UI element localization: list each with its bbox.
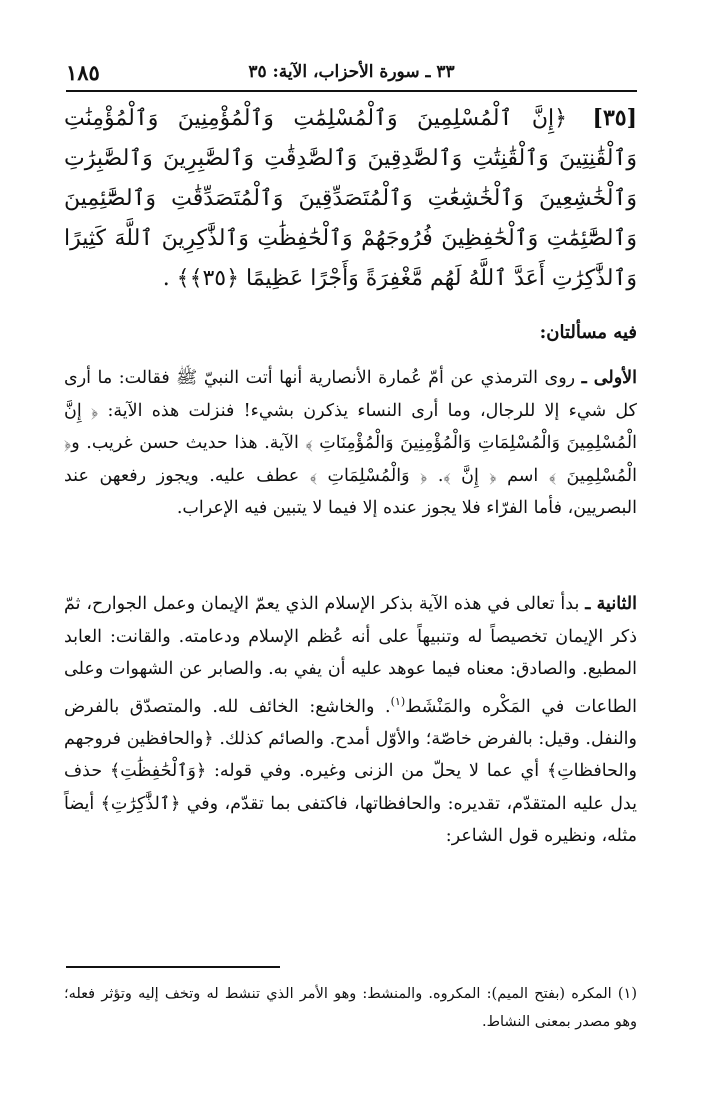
verse-text: ﴿إِنَّ ٱلْمُسْلِمِينَ وَٱلْمُسْلِمَٰتِ وَٱلْمُؤْمِنِينَ وَٱلْمُؤْمِنَٰتِ وَٱلْقَٰنِتِينَ وَٱلْقَٰنِتَٰتِ وَٱلصَّٰدِقِينَ وَٱلصَّٰدِقَٰتِ وَٱلصَّٰبِرِينَ وَٱلصَّٰبِرَٰتِ وَٱلْخَٰشِعِينَ وَٱلْخَٰشِعَٰتِ وَٱلْمُتَصَدِّقِينَ وَٱلْمُتَصَدِّقَٰتِ وَٱلصَّٰٓئِمِينَ وَٱلصَّٰٓئِمَٰتِ وَٱلْحَٰفِظِينَ فُرُوجَهُمْ وَٱلْحَٰفِظَٰتِ وَٱلذَّٰكِرِينَ ٱللَّهَ كَثِيرًا وَٱلذَّٰكِرَٰتِ أَعَدَّ ٱللَّهُ لَهُم مَّغْفِرَةً وَأَجْرًا عَظِيمًا ﴿٣٥﴾﴾ . (64, 106, 637, 291)
second-issue-paragraph (64, 588, 637, 853)
footnote-reference: (١) (390, 694, 406, 708)
page-header (66, 58, 637, 92)
running-title: ٣٣ ـ سورة الأحزاب، الآية: ٣٥ (248, 62, 455, 82)
issues-intro: فيه مسألتان: (539, 322, 637, 343)
first-issue-lead: الأولى ـ (581, 368, 637, 388)
page-number: ١٨٥ (66, 60, 100, 85)
second-issue-text: بدأ تعالى في هذه الآية بذكر الإسلام الذي يعمّ الإيمان وعمل الجوارح، ثمّ ذكر الإيمان تخصيصاً له وتنبيهاً على أنه عُظم الإسلام ودعامته. والقانت: العابد المطيع. والصادق: معناه فيما عوهد عليه أن يفي به. والصابر عن الشهوات وعلى الطاعات في المَكْره والمَنْشَط (64, 594, 637, 717)
quran-verse (64, 98, 637, 299)
first-issue-text: روى الترمذي عن أمّ عُمارة الأنصارية أنها أتت النبيّ ﷺ فقالت: ما أرى كل شيء إلا للرجال، وما أرى النساء يذكرن بشيء! فنزلت هذه الآية: ﴿ إِنَّ الْمُسْلِمِينَ وَالْمُسْلِمَاتِ وَالْمُؤْمِنِينَ وَالْمُؤْمِنَاتِ ﴾ الآية. هذا حديث حسن غريب. و﴿ الْمُسْلِمِينَ ﴾ اسم ﴿ إِنَّ ﴾. ﴿ وَالْمُسْلِمَاتِ ﴾ عطف عليه. ويجوز رفعهن عند البصريين، فأما الفرّاء فلا يجوز عنده إلا فيما لا يتبين فيه الإعراب. (64, 368, 637, 518)
footnote: (١) المكره (بفتح الميم): المكروه. والمنشط: وهو الأمر الذي تنشط له وتخف إليه وتؤثر فعله؛ وهو مصدر بمعنى النشاط. (64, 986, 637, 1030)
second-issue-lead: الثانية ـ (585, 594, 638, 614)
footnote-divider (66, 966, 280, 968)
verse-number: [٣٥] (592, 105, 637, 131)
second-issue-text-continued: . والخاشع: الخائف لله. والمتصدّق بالفرض والنفل. وقيل: بالفرض خاصّة؛ والأوّل أمدح. والصائم كذلك. ﴿والحافظين فروجهم والحافظاتِ﴾ أي عما لا يحلّ من الزنى وغيره. وفي قوله: ﴿وَٱلْحَٰفِظَٰتِ﴾ حذف يدل عليه المتقدّم، تقديره: والحافظاتها، فاكتفى بما تقدّم، وفي ﴿ٱلذَّٰكِرَٰتِ﴾ أيضاً مثله، ونظيره قول الشاعر: (64, 696, 637, 847)
first-issue-paragraph (64, 362, 637, 525)
